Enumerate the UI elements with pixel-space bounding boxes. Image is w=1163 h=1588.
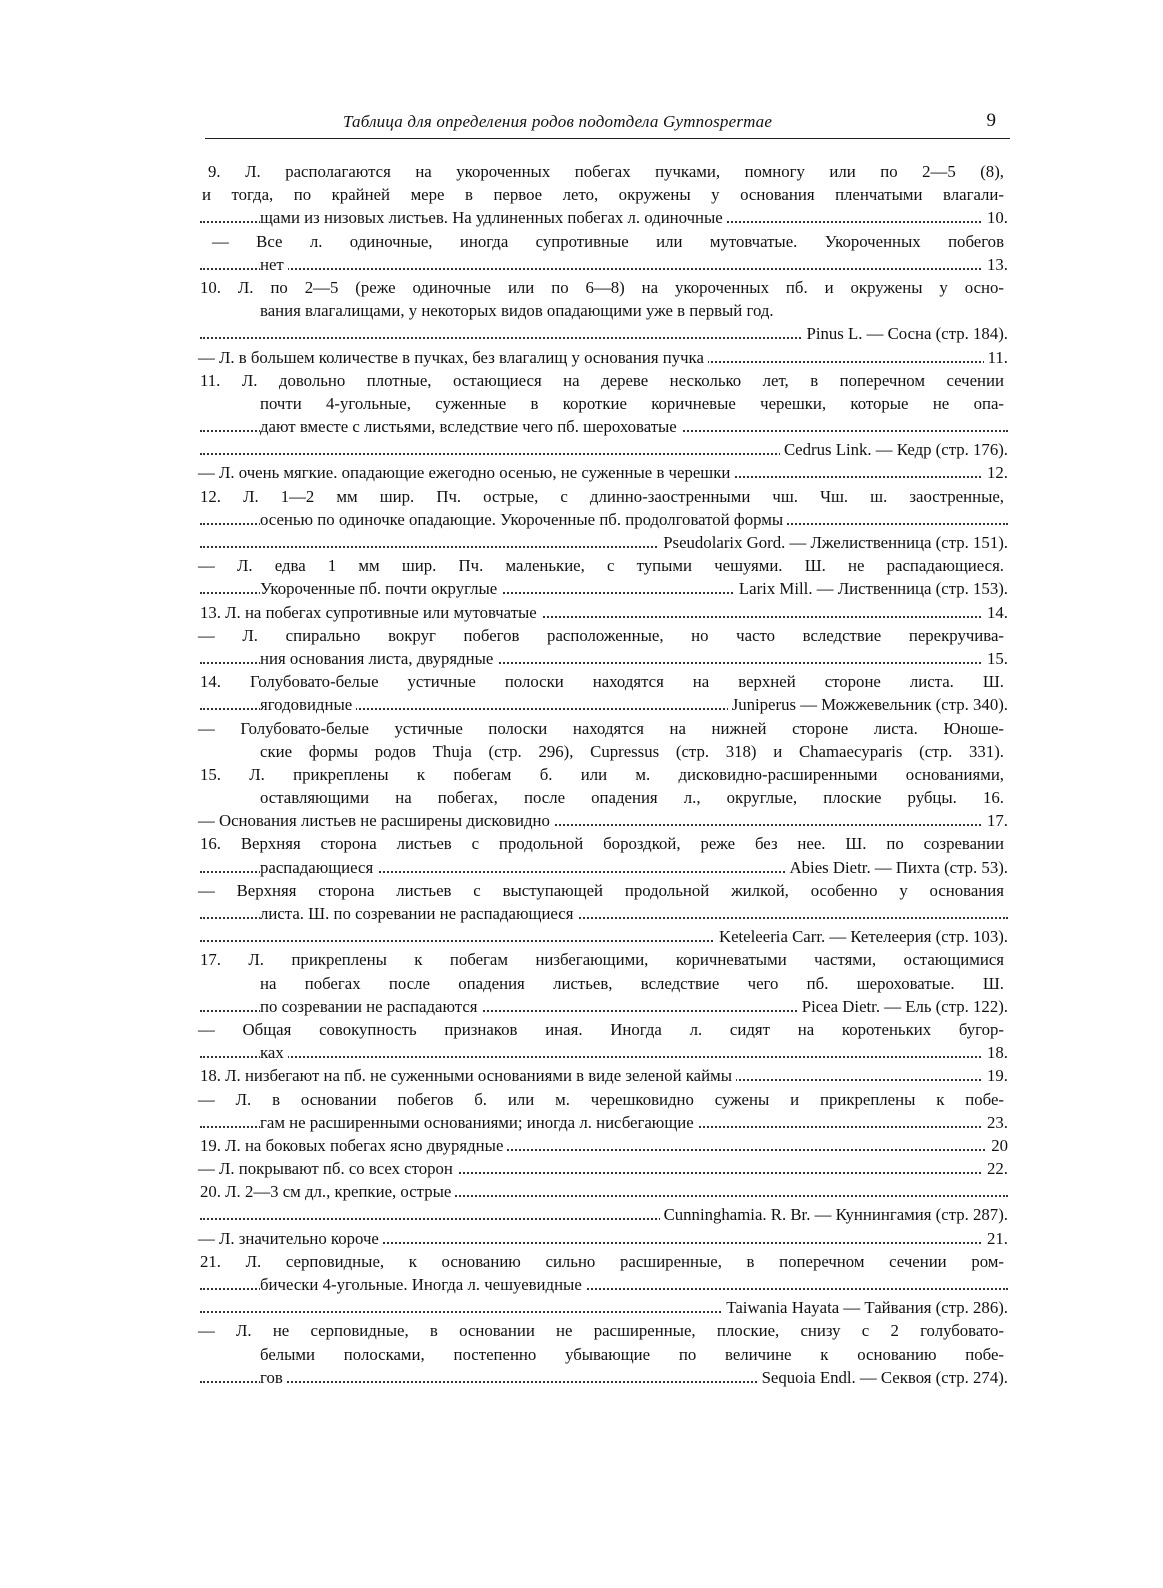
key-line bbox=[190, 809, 1008, 832]
key-line-text: — Л. спирально вокруг побегов расположенные, но часто вследствие перекручива- bbox=[198, 625, 1004, 645]
key-line bbox=[190, 1018, 1008, 1041]
key-line bbox=[190, 1064, 1008, 1087]
key-line bbox=[190, 1296, 1008, 1319]
key-line-text: вания влагалищами, у некоторых видов опадающими уже в первый год. bbox=[260, 299, 778, 322]
key-line-text: — Л. не серповидные, в основании не расширенные, плоские, снизу с 2 голубовато- bbox=[198, 1321, 1004, 1341]
key-line bbox=[190, 276, 1008, 299]
key-line bbox=[190, 531, 1008, 554]
key-line-text: 15. Л. прикреплены к побегам б. или м. дисковидно-расширенными основаниями, bbox=[200, 764, 1004, 784]
key-line bbox=[190, 1180, 1008, 1203]
key-line-text: нет bbox=[260, 253, 288, 276]
genus-reference: Cedrus Link. — Кедр (стр. 176). bbox=[780, 438, 1008, 461]
key-line bbox=[190, 1134, 1008, 1157]
key-line-text: ках bbox=[260, 1041, 288, 1064]
key-line bbox=[190, 1250, 1008, 1273]
key-line-text: 11. Л. довольно плотные, остающиеся на дереве несколько лет, в поперечном сечении bbox=[200, 370, 1004, 390]
key-line bbox=[190, 206, 1008, 229]
key-line-text: — Голубовато-белые устичные полоски находятся на нижней стороне листа. Юноше- bbox=[198, 718, 1004, 738]
genus-reference: Pinus L. — Сосна (стр. 184). bbox=[802, 322, 1008, 345]
key-line bbox=[190, 1227, 1008, 1250]
key-line bbox=[190, 1111, 1008, 1134]
key-line bbox=[190, 995, 1008, 1018]
key-line-text: 18. Л. низбегают на пб. не суженными основаниями в виде зеленой каймы bbox=[200, 1064, 736, 1087]
key-line bbox=[190, 369, 1008, 392]
key-line bbox=[190, 1343, 1008, 1366]
key-line-text: 17. Л. прикреплены к побегам низбегающими, коричневатыми частями, остающимися bbox=[200, 950, 1004, 970]
key-line-text: — Общая совокупность признаков иная. Иногда л. сидят на коротеньких бугор- bbox=[198, 1019, 1004, 1039]
key-line-text: Укороченные пб. почти округлые bbox=[260, 577, 501, 600]
key-line bbox=[190, 693, 1008, 716]
genus-reference: Sequoia Endl. — Секвоя (стр. 274). bbox=[758, 1366, 1008, 1389]
identification-key bbox=[190, 160, 1008, 1389]
lead-reference: 11. bbox=[984, 346, 1008, 369]
key-line-text: — Основания листьев не расширены дисковидно bbox=[198, 809, 554, 832]
key-line bbox=[190, 670, 1008, 693]
key-line bbox=[190, 601, 1008, 624]
key-line-text: — Л. очень мягкие. опадающие ежегодно осенью, не суженные в черешки bbox=[198, 461, 734, 484]
page-number: 9 bbox=[986, 110, 996, 131]
key-line bbox=[190, 717, 1008, 740]
key-line bbox=[190, 740, 1008, 763]
key-line-text: — Л. едва 1 мм шир. Пч. маленькие, с тупыми чешуями. Ш. не распадающиеся. bbox=[198, 556, 1004, 576]
key-line-text: гов bbox=[260, 1366, 287, 1389]
key-line-text: гам не расширенными основаниями; иногда л. нисбегающие bbox=[260, 1111, 698, 1134]
key-line-text: — Л. значительно короче bbox=[198, 1227, 383, 1250]
genus-reference: Keteleeria Carr. — Кетелеерия (стр. 103). bbox=[715, 925, 1008, 948]
genus-reference: Pseudolarix Gord. — Лжелиственница (стр. 151). bbox=[659, 531, 1008, 554]
lead-reference: 23. bbox=[983, 1111, 1008, 1134]
key-line bbox=[190, 856, 1008, 879]
key-line bbox=[190, 1157, 1008, 1180]
lead-reference: 20 bbox=[987, 1134, 1008, 1157]
key-line-text: 19. Л. на боковых побегах ясно двурядные bbox=[200, 1134, 507, 1157]
key-line bbox=[190, 972, 1008, 995]
lead-reference: 19. bbox=[983, 1064, 1008, 1087]
lead-reference: 13. bbox=[983, 253, 1008, 276]
key-line bbox=[190, 1041, 1008, 1064]
key-line-text: 10. Л. по 2—5 (реже одиночные или по 6—8) на укороченных пб. и окружены у осно- bbox=[200, 277, 1004, 297]
key-line-text: 14. Голубовато-белые устичные полоски находятся на верхней стороне листа. Ш. bbox=[200, 672, 1004, 692]
key-line bbox=[190, 415, 1008, 438]
key-line bbox=[190, 160, 1008, 183]
header-rule bbox=[205, 138, 1010, 139]
running-header bbox=[205, 108, 1010, 138]
key-line bbox=[190, 879, 1008, 902]
key-line bbox=[190, 392, 1008, 415]
key-line-text: почти 4-угольные, суженные в короткие коричневые черешки, которые не опа- bbox=[260, 393, 1004, 413]
key-line-text: 9. Л. располагаются на укороченных побегах пучками, помногу или по 2—5 (8), bbox=[208, 162, 1004, 181]
key-line bbox=[190, 763, 1008, 786]
key-line bbox=[190, 461, 1008, 484]
key-line-text: оставляющими на побегах, после опадения л., округлые, плоские рубцы. 16. bbox=[260, 788, 1004, 808]
key-line-text: — Л. покрывают пб. со всех сторон bbox=[198, 1157, 457, 1180]
genus-reference: Larix Mill. — Лиственница (стр. 153). bbox=[735, 577, 1008, 600]
key-line bbox=[190, 438, 1008, 461]
key-line-text: 13. Л. на побегах супротивные или мутовчатые bbox=[200, 601, 541, 624]
key-line bbox=[190, 1273, 1008, 1296]
key-line bbox=[190, 485, 1008, 508]
key-line-text: 20. Л. 2—3 см дл., крепкие, острые bbox=[200, 1180, 455, 1203]
key-line bbox=[190, 322, 1008, 345]
key-line-text: распадающиеся bbox=[260, 856, 377, 879]
key-line-text: — Л. в большем количестве в пучках, без влагалищ у основания пучка bbox=[198, 346, 708, 369]
key-line-text: осенью по одиночке опадающие. Укороченные пб. продолговатой формы bbox=[260, 508, 787, 531]
key-line-text: — Л. в основании побегов б. или м. черешковидно сужены и прикреплены к побе- bbox=[198, 1089, 1004, 1109]
running-title: Таблица для определения родов подотдела Gymnospermae bbox=[343, 112, 773, 131]
key-line bbox=[190, 624, 1008, 647]
key-line bbox=[190, 1319, 1008, 1342]
key-line bbox=[190, 554, 1008, 577]
key-line bbox=[190, 832, 1008, 855]
key-line-text: ягодовидные bbox=[260, 693, 356, 716]
key-line bbox=[190, 508, 1008, 531]
key-line bbox=[190, 948, 1008, 971]
genus-reference: Juniperus — Можжевельник (стр. 340). bbox=[728, 693, 1008, 716]
key-line bbox=[190, 1203, 1008, 1226]
key-line bbox=[190, 346, 1008, 369]
key-line-text: 12. Л. 1—2 мм шир. Пч. острые, с длинно-заостренными чш. Чш. ш. заостренные, bbox=[200, 486, 1004, 506]
key-line bbox=[190, 1088, 1008, 1111]
genus-reference: Abies Dietr. — Пихта (стр. 53). bbox=[786, 856, 1008, 879]
genus-reference: Taiwania Hayata — Тайвания (стр. 286). bbox=[722, 1296, 1008, 1319]
lead-reference: 22. bbox=[983, 1157, 1008, 1180]
key-line bbox=[190, 253, 1008, 276]
key-line-text: и тогда, по крайней мере в первое лето, окружены у основания пленчатыми влагали- bbox=[202, 185, 1004, 205]
key-line bbox=[190, 299, 1008, 322]
key-line-text: ские формы родов Thuja (стр. 296), Cupressus (стр. 318) и Chamaecyparis (стр. 331). bbox=[260, 741, 1004, 761]
lead-reference: 10. bbox=[983, 206, 1008, 229]
key-line-text: дают вместе с листьями, вследствие чего пб. шероховатые bbox=[260, 415, 681, 438]
genus-reference: Picea Dietr. — Ель (стр. 122). bbox=[798, 995, 1008, 1018]
key-line-text: щами из низовых листьев. На удлиненных побегах л. одиночные bbox=[260, 206, 727, 229]
key-line-text: — Все л. одиночные, иногда супротивные или мутовчатые. Укороченных побегов bbox=[212, 231, 1004, 251]
key-line-text: по созревании не распадаются bbox=[260, 995, 482, 1018]
key-line-text: ния основания листа, двурядные bbox=[260, 647, 497, 670]
lead-reference: 12. bbox=[983, 461, 1008, 484]
genus-reference: Cunninghamia. R. Br. — Куннингамия (стр. 287). bbox=[660, 1203, 1008, 1226]
key-line bbox=[190, 577, 1008, 600]
key-line bbox=[190, 786, 1008, 809]
key-line-text: 21. Л. серповидные, к основанию сильно расширенные, в поперечном сечении ром- bbox=[200, 1251, 1004, 1271]
key-line bbox=[190, 925, 1008, 948]
key-line-text: бически 4-угольные. Иногда л. чешуевидные bbox=[260, 1273, 586, 1296]
key-line-text: — Верхняя сторона листьев с выступающей продольной жилкой, особенно у основания bbox=[198, 880, 1004, 900]
lead-reference: 15. bbox=[983, 647, 1008, 670]
key-line-text: листа. Ш. по созревании не распадающиеся bbox=[260, 902, 577, 925]
lead-reference: 14. bbox=[983, 601, 1008, 624]
key-line-text: на побегах после опадения листьев, вследствие чего пб. шероховатые. Ш. bbox=[260, 973, 1004, 993]
key-line bbox=[190, 647, 1008, 670]
key-line bbox=[190, 230, 1008, 253]
key-line-text: 16. Верхняя сторона листьев с продольной бороздкой, реже без нее. Ш. по созревании bbox=[200, 834, 1004, 854]
key-line bbox=[190, 183, 1008, 206]
key-line bbox=[190, 1366, 1008, 1389]
lead-reference: 21. bbox=[983, 1227, 1008, 1250]
lead-reference: 17. bbox=[983, 809, 1008, 832]
key-line bbox=[190, 902, 1008, 925]
key-line-text: белыми полосками, постепенно убывающие по величине к основанию побе- bbox=[260, 1344, 1004, 1364]
lead-reference: 18. bbox=[983, 1041, 1008, 1064]
